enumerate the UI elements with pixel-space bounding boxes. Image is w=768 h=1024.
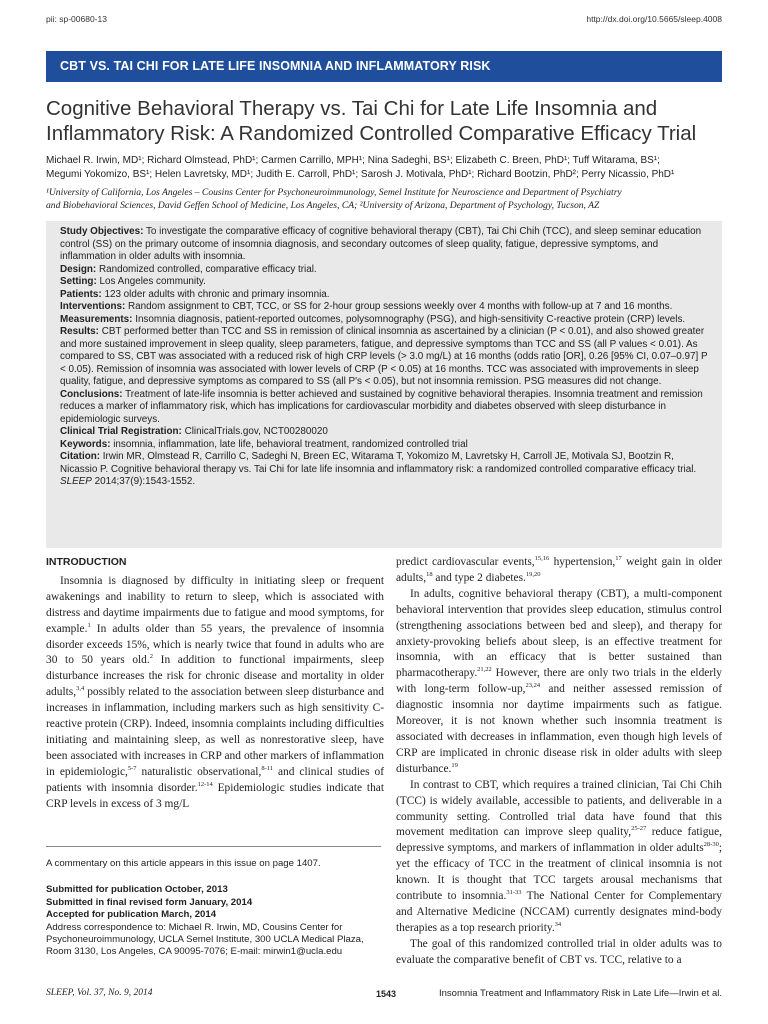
intro-text-a: Insomnia is diagnosed by difficulty in initiating sleep or frequent awakenings and inability to return to sleep, which is associated with distress and daytime impairments due to fatigue and mood symptoms, for example. — [46, 574, 384, 635]
ref-sup: 21,22 — [477, 666, 492, 674]
ref-sup: 31-33 — [506, 889, 522, 897]
author-list — [46, 154, 726, 182]
left-column — [46, 555, 384, 813]
design-text: Randomized controlled, comparative efficacy trial. — [96, 263, 317, 275]
citation-tail: 2014;37(9):1543-1552. — [91, 476, 196, 487]
intro-text-f: and clinical studies of patients with insomnia disorder. — [46, 765, 385, 794]
patients-label: Patients: — [60, 288, 102, 300]
running-title: Insomnia Treatment and Inflammatory Risk in Late Life—Irwin et al. — [438, 988, 722, 999]
citation-journal: SLEEP — [60, 476, 92, 487]
right-text-3a: In contrast to CBT, which requires a trained clinician, Tai Chi Chih (TCC) is widely available, accessible to patients, and deliverable in a community setting. Controlled trial data have found that this movement meditation can improve sleep quality, — [396, 778, 722, 839]
abstract-results — [60, 326, 708, 389]
ref-sup: 1 — [87, 621, 91, 629]
right-paragraph-1 — [396, 555, 722, 587]
ref-sup: 12-14 — [197, 780, 213, 788]
right-paragraph-2 — [396, 587, 722, 778]
registration-label: Clinical Trial Registration: — [60, 426, 182, 437]
authors-line-2: Megumi Yokomizo, BS¹; Helen Lavretsky, MD¹; Judith E. Carroll, PhD¹; Sarosh J. Motivala, PhD¹; Richard Bootzin, PhD²; Perry Nicassio, PhD¹ — [46, 169, 675, 180]
right-text-1d: and type 2 diabetes. — [432, 571, 526, 584]
affiliation-line-2: and Biobehavioral Sciences, David Geffen School of Medicine, Los Angeles, CA; ²University of Arizona, Department of Psychology, Tucson, AZ — [46, 200, 600, 211]
abstract-interventions — [60, 301, 708, 314]
keywords-label: Keywords: — [60, 438, 111, 450]
abstract-registration — [60, 426, 708, 439]
measurements-text: Insomnia diagnosis, patient-reported outcomes, polysomnography (PSG), and high-sensitivity C-reactive protein (CRP) levels. — [132, 313, 686, 325]
right-text-2b: However, there are only two trials in the elderly with long-term follow-up, — [396, 667, 722, 696]
ref-sup: 25-27 — [631, 825, 647, 833]
right-text-2c: and neither assessed remission of diagnostic insomnia nor daytime impairments such as fatigue. Moreover, it is not known whether such insomnia treatment is associated with decreases in inflammation, even though high levels of CRP are implicated in chronic disease risk in older adults with sleep disturbance. — [396, 683, 723, 775]
conclusions-label: Conclusions: — [60, 388, 123, 400]
right-text-3d: The National Center for Complementary and Alternative Medicine (NCCAM) currently designates mind-body therapies as a top research priority. — [396, 890, 722, 934]
citation-label: Citation: — [60, 451, 101, 462]
intro-text-d: possibly related to the association between sleep disturbance and increases in inflammation, including markers such as high sensitivity C-reactive protein (CRP). Indeed, insomnia complaints including difficulties initiating and maintaining sleep, as well as nonrestorative sleep, have been associated with increases in CRP and other markers of inflammation in epidemiologic, — [46, 686, 384, 778]
intro-text-e: naturalistic observational, — [136, 765, 262, 778]
revised-date: Submitted in final revised form January, 2014 — [46, 896, 253, 908]
intro-text-g: Epidemiologic studies indicate that CRP levels in excess of 3 mg/L — [46, 781, 384, 810]
page-number: 1543 — [376, 989, 397, 999]
pii-label: pii: sp-00680-13 — [46, 14, 107, 24]
ref-sup: 28-30 — [703, 841, 719, 849]
ref-sup: 2 — [149, 653, 153, 661]
abstract-box — [46, 221, 722, 548]
abstract-objectives — [60, 226, 708, 264]
right-paragraph-3 — [396, 778, 722, 937]
patients-text: 123 older adults with chronic and primary insomnia. — [101, 288, 330, 300]
right-text-1b: hypertension, — [549, 556, 616, 568]
conclusions-text: Treatment of late-life insomnia is better achieved and sustained by cognitive behavioral therapies. Insomnia treatment and remission reduces a marker of inflammatory risk, which has implications for cardiovascular morbidity and diabetes observed with sleep disturbance in epidemiologic surveys. — [60, 388, 703, 425]
abstract-measurements — [60, 314, 708, 327]
ref-sup: 8-11 — [261, 764, 273, 772]
intro-text-b: In adults older than 55 years, the prevalence of insomnia disorder exceeds 15%, which is nearly twice that found in adults who are 30 to 50 years old. — [46, 622, 384, 667]
doi-link[interactable]: http://dx.doi.org/10.5665/sleep.4008 — [586, 14, 722, 24]
introduction-heading: INTRODUCTION — [46, 556, 127, 568]
objectives-label: Study Objectives: — [60, 226, 144, 237]
ref-sup: 15,16 — [534, 555, 550, 563]
commentary-note: A commentary on this article appears in this issue on page 1407. — [46, 858, 321, 869]
ref-sup: 18 — [426, 571, 433, 579]
submitted-date: Submitted for publication October, 2013 — [46, 884, 228, 896]
journal-info: SLEEP, Vol. 37, No. 9, 2014 — [46, 988, 153, 998]
ref-sup: 34 — [554, 921, 562, 929]
abstract-design — [60, 264, 708, 277]
design-label: Design: — [60, 263, 97, 275]
correspondence-address: Address correspondence to: Michael R. Irwin, MD, Cousins Center for Psychoneuroimmunology, UCLA Semel Institute, 300 UCLA Medical Plaza, Room 3130, Los Angeles, CA 90095-7076; E-mail: mirwin1@ucla.edu — [46, 921, 364, 958]
abstract-keywords — [60, 439, 708, 452]
title-line-1: Cognitive Behavioral Therapy vs. Tai Chi for Late Life Insomnia and — [46, 97, 658, 120]
results-label: Results: — [60, 326, 99, 337]
page-footer — [46, 988, 722, 1002]
abstract-patients — [60, 289, 708, 302]
ref-sup: 19,20 — [525, 571, 541, 579]
setting-text: Los Angeles community. — [96, 276, 206, 287]
right-text-1c: weight gain in older adults, — [396, 556, 722, 584]
ref-sup: 23,24 — [525, 682, 541, 690]
intro-text-c: In addition to functional impairments, sleep disturbance increases the risk for chronic disease and mortality in older adults, — [46, 654, 385, 699]
right-text-3b: reduce fatigue, depressive symptoms, and markers of inflammation in older adults — [396, 826, 722, 855]
intro-paragraph-1 — [46, 574, 384, 813]
right-text-2a: In adults, cognitive behavioral therapy (CBT), a multi-component behavioral intervention that provides sleep education, stimulus control (strengthening associations between bed and sleep), and therapy for anxiety-provoking beliefs about sleep, is an effective treatment for insomnia, with an efficacy that is better sustained than pharmacotherapy. — [396, 587, 722, 680]
footnote-divider — [46, 846, 381, 847]
affiliation-line-1: ¹University of California, Los Angeles – Cousins Center for Psychoneuroimmunology, Semel Institute for Neuroscience and Department of Psychiatry — [46, 187, 622, 198]
citation-text: Irwin MR, Olmstead R, Carrillo C, Sadeghi N, Breen EC, Witarama T, Yokomizo M, Lavretsky H, Carroll JE, Motivala SJ, Bootzin R, Nicassio P. Cognitive behavioral therapy vs. Tai Chi for late life insomnia and inflammatory risk: a randomized controlled comparative efficacy trial. — [60, 451, 697, 475]
right-column — [396, 555, 722, 969]
measurements-label: Measurements: — [60, 313, 133, 325]
right-text-1a: predict cardiovascular events, — [396, 556, 535, 568]
abstract-setting — [60, 276, 708, 289]
results-text: CBT performed better than TCC and SS in remission of clinical insomnia as ascertained by a clinician (P < 0.01), and also showed greater and more sustained improvement in sleep quality, sleep parameters, fatigue, and depressive symptoms than TCC and SS (all P values < 0.01). As compared to SS, CBT was associated with a reduced risk of high CRP levels (> 3.0 mg/L) at 16 months (odds ratio [OR], 0.26 [95% CI, 0.07–0.97] P < 0.05). Remission of insomnia was associated with lower levels of CRP (P < 0.05) at 16 months. TCC was associated with improvements in sleep quality, fatigue, and depressive symptoms as compared to SS (all P's < 0.05), but not insomnia remission. PSG measures did not change. — [60, 326, 708, 387]
ref-sup: 3,4 — [76, 685, 85, 693]
right-paragraph-4: The goal of this randomized controlled trial in older adults was to evaluate the comparative benefit of CBT vs. TCC, relative to a — [396, 937, 722, 966]
authors-line-1: Michael R. Irwin, MD¹; Richard Olmstead, PhD¹; Carmen Carrillo, MPH¹; Nina Sadeghi, BS¹; Elizabeth C. Breen, PhD¹; Tuff Witarama, BS¹; — [46, 155, 660, 166]
abstract-conclusions — [60, 389, 708, 427]
registration-text: ClinicalTrials.gov, NCT00280020 — [181, 426, 328, 437]
title-line-2: Inflammatory Risk: A Randomized Controlled Comparative Efficacy Trial — [46, 122, 697, 145]
setting-label: Setting: — [60, 276, 97, 287]
objectives-text: To investigate the comparative efficacy of cognitive behavioral therapy (CBT), Tai Chi Chih (TCC), and sleep seminar education control (SS) on the primary outcome of insomnia diagnosis, and secondary outcomes of sleep quality, fatigue, depressive symptoms, and inflammation in older adults with insomnia. — [60, 226, 702, 262]
section-banner: CBT VS. TAI CHI FOR LATE LIFE INSOMNIA AND INFLAMMATORY RISK — [46, 51, 722, 82]
keywords-text: insomnia, inflammation, late life, behavioral treatment, randomized controlled trial — [110, 438, 468, 450]
ref-sup: 19 — [451, 761, 458, 769]
ref-sup: 17 — [615, 555, 622, 563]
ref-sup: 5-7 — [127, 764, 137, 772]
interventions-text: Random assignment to CBT, TCC, or SS for 2-hour group sessions weekly over 4 months with follow-up at 7 and 16 months. — [125, 301, 673, 312]
accepted-date: Accepted for publication March, 2014 — [46, 909, 217, 921]
article-title — [46, 96, 726, 146]
interventions-label: Interventions: — [60, 301, 126, 312]
top-meta — [46, 14, 722, 28]
footnotes — [46, 858, 386, 959]
abstract-citation — [60, 451, 708, 489]
right-text-3c: ; yet the efficacy of TCC in the treatment of clinical insomnia is not known. It is thought that TCC targets arousal mechanisms that contribute to insomnia. — [396, 842, 722, 903]
affiliations — [46, 186, 730, 212]
